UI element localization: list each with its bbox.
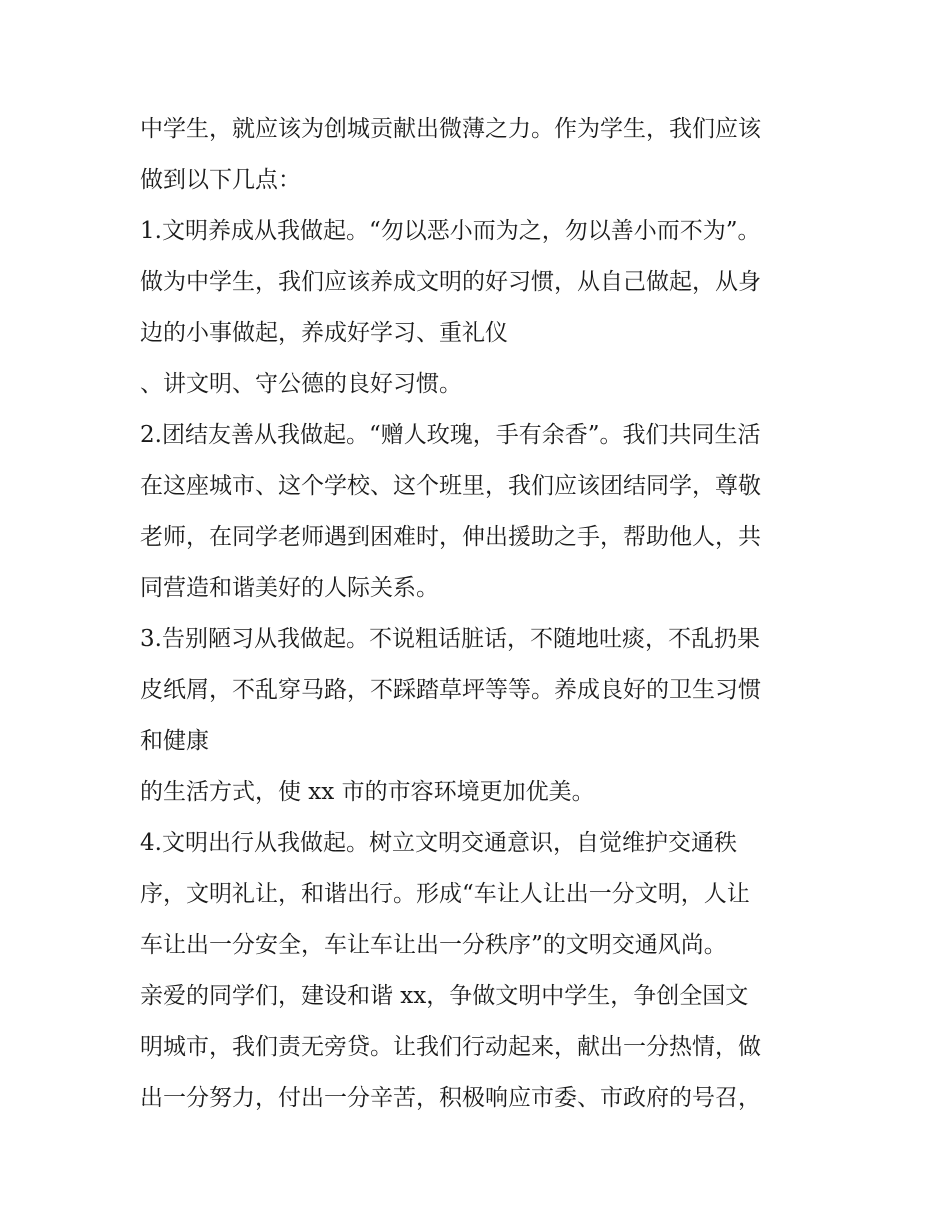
text-line: 边的小事做起，养成好学习、重礼仪 [140,320,508,346]
text-line: 4.文明出行从我做起。树立文明交通意识，自觉维护交通秩 [140,830,737,856]
text-line: 亲爱的同学们，建设和谐 xx，争做文明中学生，争创全国文 [140,983,749,1009]
text-line: 明城市，我们责无旁贷。让我们行动起来，献出一分热情，做 [140,1034,761,1060]
document-body [140,104,840,1124]
text-line: 出一分努力，付出一分辛苦，积极响应市委、市政府的号召， [140,1085,761,1111]
text-line: 和健康 [140,728,209,754]
text-line: 皮纸屑，不乱穿马路，不踩踏草坪等等。养成良好的卫生习惯 [140,677,761,703]
text-line: 做到以下几点： [140,167,301,193]
text-line: 做为中学生，我们应该养成文明的好习惯，从自己做起，从身 [140,269,761,295]
text-line: 、讲文明、守公德的良好习惯。 [140,371,462,397]
text-line: 3.告别陋习从我做起。不说粗话脏话，不随地吐痰，不乱扔果 [140,626,760,652]
text-line: 1.文明养成从我做起。“勿以恶小而为之，勿以善小而不为”。 [140,218,761,244]
text-line: 同营造和谐美好的人际关系。 [140,575,439,601]
text-line: 序，文明礼让，和谐出行。形成“车让人让出一分文明，人让 [140,881,750,907]
text-line: 车让出一分安全，车让车让出一分秩序”的文明交通风尚。 [140,932,727,958]
text-line: 2.团结友善从我做起。“赠人玫瑰，手有余香”。我们共同生活 [140,422,761,448]
text-line: 在这座城市、这个学校、这个班里，我们应该团结同学，尊敬 [140,473,761,499]
text-line: 的生活方式，使 xx 市的市容环境更加优美。 [140,779,595,805]
text-line: 中学生，就应该为创城贡献出微薄之力。作为学生，我们应该 [140,116,761,142]
text-line: 老师，在同学老师遇到困难时，伸出援助之手，帮助他人，共 [140,524,761,550]
